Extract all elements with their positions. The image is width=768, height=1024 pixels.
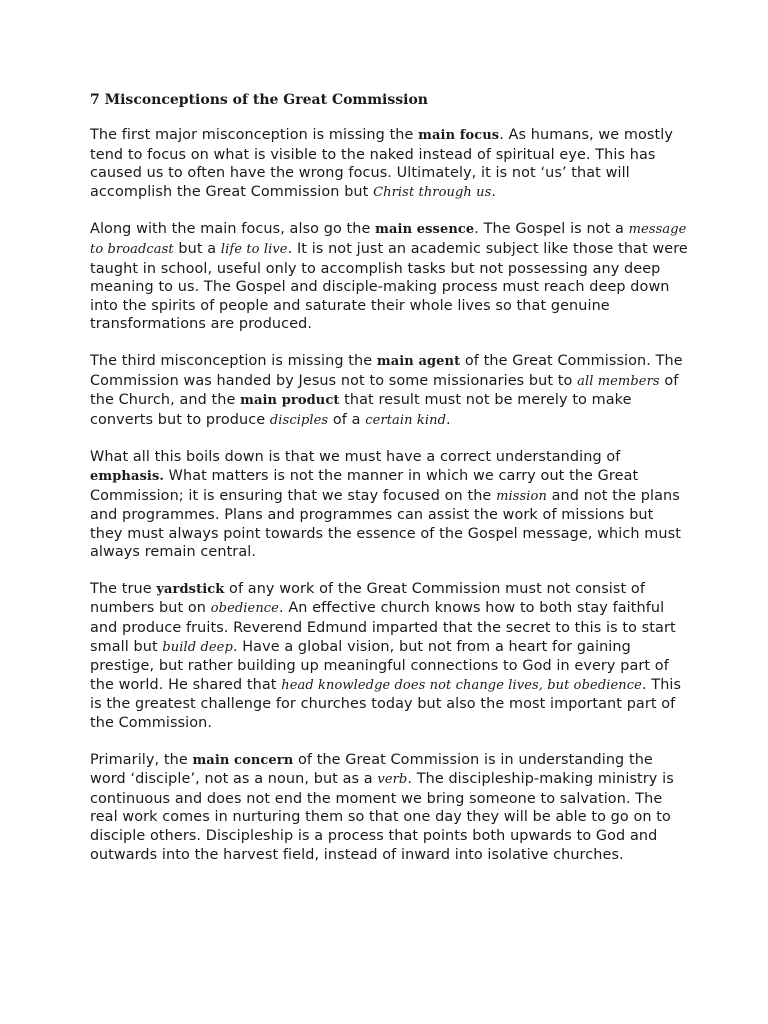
text-run: . <box>491 183 497 200</box>
document-page <box>90 92 690 882</box>
paragraph <box>90 751 690 865</box>
text-run: The third misconception is missing the <box>90 352 377 369</box>
bold-text: main essence <box>375 222 475 238</box>
text-run: of the Great Commission. The Commission was handed by Jesus not to some missionaries but to <box>90 352 683 389</box>
italic-text: obedience <box>210 601 279 617</box>
bold-text: main concern <box>192 752 294 768</box>
text-run: and not the plans and programmes. Plans and programmes can assist the work of missions but they must always point towards the essence of the Gospel message, which must always remain central. <box>90 487 681 561</box>
text-run: The first major misconception is missing the <box>90 127 419 143</box>
italic-text: message to broadcast <box>90 222 687 257</box>
italic-text: disciples <box>269 412 329 428</box>
text-run: . The Gospel is not a <box>474 221 629 238</box>
text-run: . Have a global vision, but not from a heart for gaining prestige, but rather building up meaningful connections to God in every part of the world. He shared that <box>90 638 669 693</box>
paragraph <box>90 580 690 733</box>
paragraph <box>90 352 690 430</box>
bold-text: main agent <box>376 353 461 369</box>
text-run: of the Church, and the <box>90 372 679 409</box>
italic-text: all members <box>577 373 660 389</box>
bold-text: emphasis. <box>90 468 164 484</box>
document-body <box>90 126 690 864</box>
bold-text: main focus <box>418 128 500 143</box>
text-run: . This is the greatest challenge for churches today but also the most important part of the Commission. <box>90 676 682 732</box>
italic-text: life to live <box>220 241 288 257</box>
bold-text: main product <box>240 393 340 409</box>
text-run: The true <box>90 580 157 597</box>
italic-text: mission <box>496 488 547 504</box>
paragraph <box>90 448 690 562</box>
text-run: that result must not be merely to make converts but to produce <box>90 392 632 428</box>
text-run: of a <box>328 411 366 428</box>
italic-text: build deep <box>162 639 233 655</box>
text-run: of any work of the Great Commission must not consist of numbers but on <box>90 580 645 617</box>
italic-text: head knowledge does not change lives, but obedience <box>281 677 642 693</box>
text-run: . An effective church knows how to both stay faithful and produce fruits. Reverend Edmund imparted that the secret to this is to start small but <box>90 600 676 655</box>
text-run: What all this boils down is that we must have a correct understanding of <box>90 449 621 466</box>
text-run: . As humans, we mostly tend to focus on what is visible to the naked instead of spiritual eye. This has caused us to often have the wrong focus. Ultimately, it is not ‘us’ that will accomplish the Great Commission but <box>90 127 673 200</box>
bold-text: yardstick <box>156 581 225 597</box>
italic-text: Christ through us <box>373 184 492 200</box>
italic-text: verb <box>377 772 408 788</box>
italic-text: certain kind <box>365 412 446 428</box>
text-run: Along with the main focus, also go the <box>90 221 376 238</box>
paragraph <box>90 126 690 202</box>
text-run: . It is not just an academic subject like those that were taught in school, useful only to accomplish tasks but not possessing any deep meaning to us. The Gospel and disciple-making process must reach deep down into the spirits of people and saturate their whole lives so that genuine transformations are produced. <box>90 240 688 333</box>
text-run: . <box>446 411 451 428</box>
text-run: What matters is not the manner in which we carry out the Great Commission; it is ensuring that we stay focused on the <box>90 467 639 504</box>
document-title: 7 Misconceptions of the Great Commission <box>90 92 428 108</box>
paragraph <box>90 220 690 334</box>
text-run: . The discipleship-making ministry is continuous and does not end the moment we bring someone to salvation. The real work comes in nurturing them so that one day they will be able to go on to disciple others. Discipleship is a process that points both upwards to God and outwards into the harvest field, instead of inward into isolative churches. <box>90 771 674 863</box>
text-run: Primarily, the <box>90 751 193 768</box>
text-run: of the Great Commission is in understanding the word ‘disciple’, not as a noun, but as a <box>90 751 653 788</box>
text-run: but a <box>173 240 221 257</box>
